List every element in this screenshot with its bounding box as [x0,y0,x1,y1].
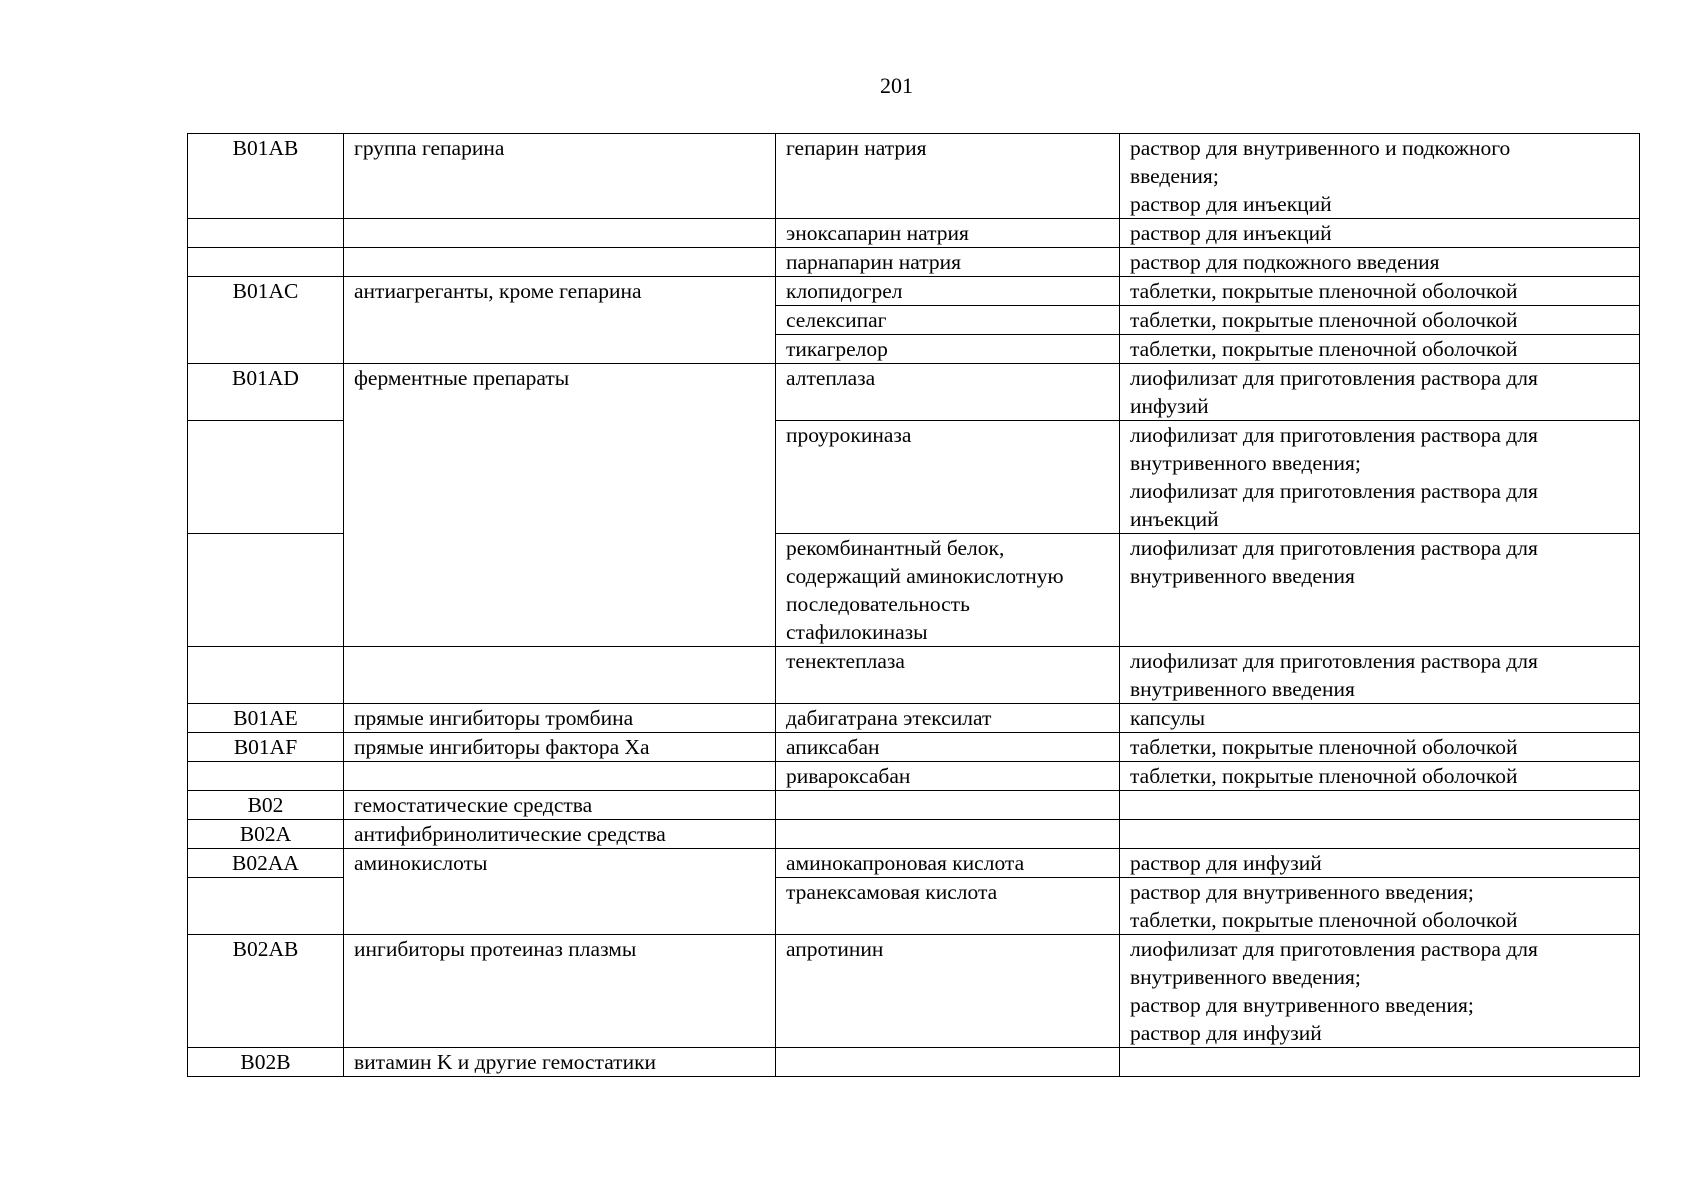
drug-name: алтеплаза [776,364,1120,421]
atc-code: B01AD [188,364,344,421]
table-row [188,647,1640,704]
table-row [188,134,1640,219]
dosage-form-line: таблетки, покрытые пленочной оболочкой [1130,337,1518,361]
dosage-forms [1120,791,1640,820]
dosage-form-line: раствор для инъекций [1130,221,1332,245]
dosage-forms [1120,762,1640,791]
dosage-forms [1120,335,1640,364]
dosage-forms [1120,277,1640,306]
dosage-form-line: лиофилизат для приготовления раствора для [1130,423,1538,447]
drug-name: апиксабан [776,733,1120,762]
dosage-form-line: раствор для инъекций [1130,192,1332,216]
dosage-forms [1120,704,1640,733]
dosage-forms [1120,219,1640,248]
atc-code [188,647,344,704]
group-name: прямые ингибиторы фактора Xa [344,733,776,762]
drug-table [187,133,1640,1077]
dosage-form-line: лиофилизат для приготовления раствора для [1130,937,1538,961]
table-row [188,704,1640,733]
group-name: ингибиторы протеиназ плазмы [344,935,776,1048]
drug-name [776,820,1120,849]
drug-name: клопидогрел [776,277,1120,306]
drug-name: тенектеплаза [776,647,1120,704]
drug-name: апротинин [776,935,1120,1048]
dosage-form-line: капсулы [1130,706,1206,730]
drug-name: проурокиназа [776,421,1120,534]
table-row [188,820,1640,849]
table-row [188,849,1640,878]
drug-name: селексипаг [776,306,1120,335]
dosage-form-line: внутривенного введения; [1130,451,1361,475]
atc-code [188,219,344,248]
group-name: гемостатические средства [344,791,776,820]
drug-name: эноксапарин натрия [776,219,1120,248]
dosage-form-line: инфузий [1130,394,1209,418]
atc-code [188,878,344,935]
dosage-form-line: инъекций [1130,507,1219,531]
table-row [188,219,1640,248]
table-row [188,935,1640,1048]
dosage-form-line: таблетки, покрытые пленочной оболочкой [1130,735,1518,759]
group-name [344,248,776,277]
group-name: прямые ингибиторы тромбина [344,704,776,733]
table-row [188,248,1640,277]
atc-code: B02A [188,820,344,849]
drug-name: ривароксабан [776,762,1120,791]
drug-name-line: стафилокиназы [786,620,928,644]
dosage-forms [1120,306,1640,335]
atc-code: B02AB [188,935,344,1048]
dosage-form-line: введения; [1130,164,1219,188]
group-name: антифибринолитические средства [344,820,776,849]
atc-code: B02B [188,1048,344,1077]
group-name [344,762,776,791]
drug-name: аминокапроновая кислота [776,849,1120,878]
atc-code [188,248,344,277]
table-row [188,762,1640,791]
group-name: группа гепарина [344,134,776,219]
drug-name: гепарин натрия [776,134,1120,219]
drug-name-line: рекомбинантный белок, [786,536,1005,560]
dosage-forms [1120,849,1640,878]
dosage-form-line: лиофилизат для приготовления раствора для [1130,536,1538,560]
dosage-form-line: внутривенного введения [1130,564,1355,588]
dosage-form-line: таблетки, покрытые пленочной оболочкой [1130,279,1518,303]
atc-code [188,762,344,791]
group-name: аминокислоты [344,849,776,935]
dosage-form-line: раствор для инфузий [1130,1021,1322,1045]
dosage-forms [1120,421,1640,534]
dosage-form-line: раствор для внутривенного введения; [1130,993,1474,1017]
group-name [344,647,776,704]
dosage-form-line: раствор для инфузий [1130,851,1322,875]
dosage-forms [1120,134,1640,219]
dosage-forms [1120,364,1640,421]
dosage-form-line: раствор для внутривенного и подкожного [1130,136,1511,160]
table-row [188,1048,1640,1077]
dosage-form-line: таблетки, покрытые пленочной оболочкой [1130,308,1518,332]
drug-name [776,791,1120,820]
drug-name-line: содержащий аминокислотную [786,564,1064,588]
dosage-form-line: внутривенного введения; [1130,965,1361,989]
group-name: ферментные препараты [344,364,776,647]
dosage-forms [1120,248,1640,277]
atc-code: B01AB [188,134,344,219]
dosage-form-line: раствор для внутривенного введения; [1130,880,1474,904]
table-row [188,364,1640,421]
table-row [188,791,1640,820]
dosage-form-line: таблетки, покрытые пленочной оболочкой [1130,908,1518,932]
dosage-form-line: таблетки, покрытые пленочной оболочкой [1130,764,1518,788]
dosage-forms [1120,1048,1640,1077]
drug-name: транексамовая кислота [776,878,1120,935]
table-row [188,733,1640,762]
atc-code [188,421,344,534]
atc-code: B02 [188,791,344,820]
drug-name-line: последовательность [786,592,970,616]
atc-code [188,534,344,647]
atc-code: B01AC [188,277,344,364]
drug-name: дабигатрана этексилат [776,704,1120,733]
group-name: витамин K и другие гемостатики [344,1048,776,1077]
dosage-form-line: лиофилизат для приготовления раствора для [1130,366,1538,390]
atc-code: B01AE [188,704,344,733]
drug-name [776,1048,1120,1077]
dosage-form-line: лиофилизат для приготовления раствора для [1130,649,1538,673]
dosage-forms [1120,534,1640,647]
dosage-forms [1120,935,1640,1048]
dosage-forms [1120,820,1640,849]
atc-code: B02AA [188,849,344,878]
dosage-forms [1120,647,1640,704]
drug-name: парнапарин натрия [776,248,1120,277]
dosage-form-line: внутривенного введения [1130,677,1355,701]
atc-code: B01AF [188,733,344,762]
drug-name [776,534,1120,647]
dosage-forms [1120,878,1640,935]
group-name [344,219,776,248]
dosage-form-line: лиофилизат для приготовления раствора для [1130,479,1538,503]
dosage-forms [1120,733,1640,762]
group-name: антиагреганты, кроме гепарина [344,277,776,364]
drug-name: тикагрелор [776,335,1120,364]
table-row [188,277,1640,306]
page-number: 201 [880,73,913,98]
dosage-form-line: раствор для подкожного введения [1130,250,1440,274]
